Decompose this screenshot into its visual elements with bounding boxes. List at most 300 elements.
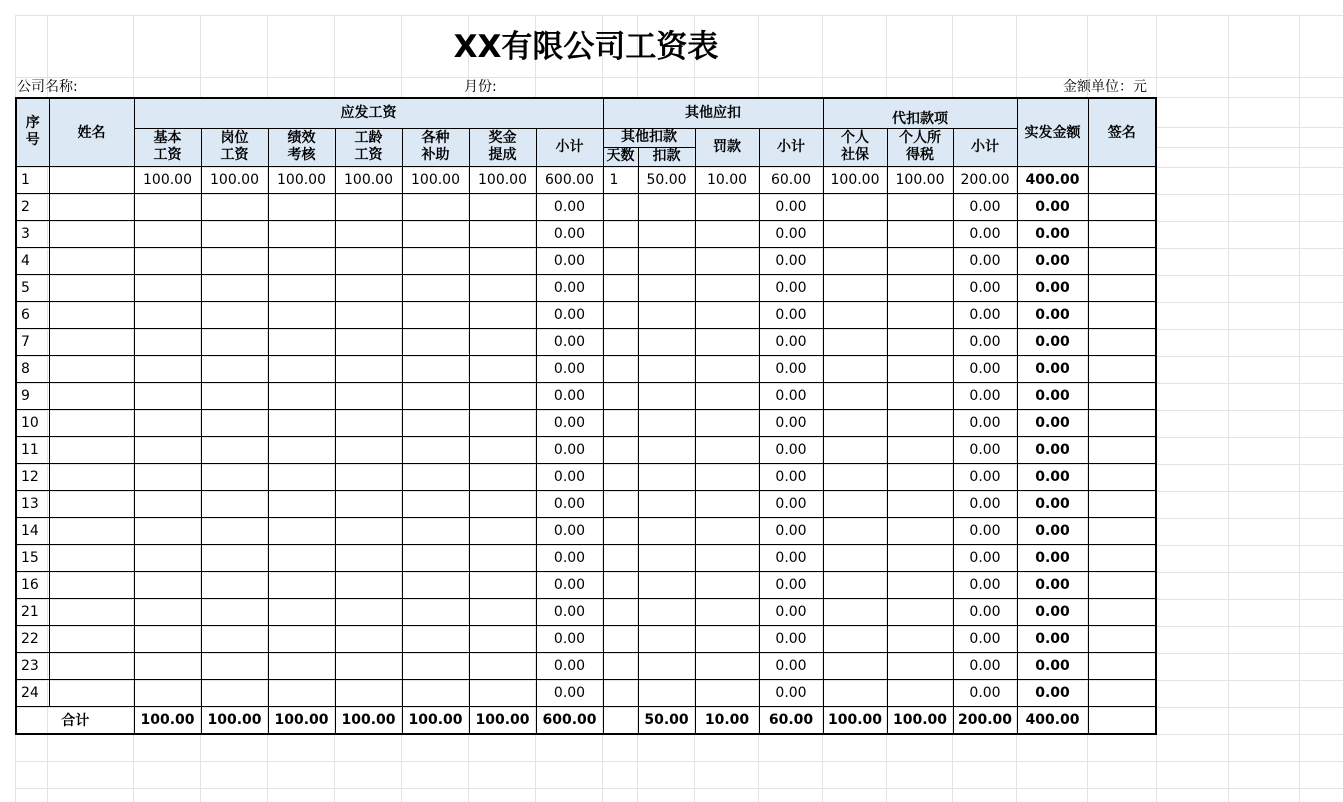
withhold-subtotal-cell[interactable]: 0.00 xyxy=(953,463,1017,490)
other-subtotal-cell[interactable]: 0.00 xyxy=(759,328,823,355)
deduct-cell[interactable] xyxy=(638,355,695,382)
net-pay-cell[interactable]: 0.00 xyxy=(1017,571,1088,598)
deduct-cell[interactable] xyxy=(638,301,695,328)
days-cell[interactable] xyxy=(603,409,638,436)
days-cell[interactable] xyxy=(603,247,638,274)
days-cell[interactable] xyxy=(603,193,638,220)
withhold-subtotal-cell[interactable]: 0.00 xyxy=(953,382,1017,409)
social-insurance-cell[interactable] xyxy=(823,625,887,652)
social-insurance-cell[interactable] xyxy=(823,652,887,679)
post-pay-cell[interactable] xyxy=(201,193,268,220)
name-cell[interactable] xyxy=(49,382,134,409)
signature-cell[interactable] xyxy=(1088,463,1156,490)
bonus-cell[interactable]: 100.00 xyxy=(469,166,536,193)
withhold-subtotal-cell[interactable]: 0.00 xyxy=(953,571,1017,598)
post-pay-cell[interactable] xyxy=(201,598,268,625)
deduct-cell[interactable] xyxy=(638,625,695,652)
base-pay-cell[interactable] xyxy=(134,544,201,571)
seq-cell[interactable]: 15 xyxy=(16,544,49,571)
withhold-subtotal-cell[interactable]: 0.00 xyxy=(953,220,1017,247)
withhold-subtotal-cell[interactable]: 0.00 xyxy=(953,301,1017,328)
seniority-pay-cell[interactable] xyxy=(335,436,402,463)
deduct-cell[interactable] xyxy=(638,544,695,571)
days-cell[interactable] xyxy=(603,436,638,463)
post-pay-cell[interactable] xyxy=(201,544,268,571)
fine-cell[interactable] xyxy=(695,652,759,679)
withhold-subtotal-cell[interactable]: 0.00 xyxy=(953,274,1017,301)
pay-subtotal-cell[interactable]: 0.00 xyxy=(536,409,603,436)
signature-cell[interactable] xyxy=(1088,625,1156,652)
base-pay-cell[interactable] xyxy=(134,652,201,679)
income-tax-cell[interactable] xyxy=(887,679,953,706)
net-pay-cell[interactable]: 0.00 xyxy=(1017,490,1088,517)
fine-cell[interactable] xyxy=(695,490,759,517)
social-insurance-cell[interactable] xyxy=(823,247,887,274)
deduct-cell[interactable] xyxy=(638,328,695,355)
total-allowance[interactable]: 100.00 xyxy=(402,706,469,734)
seniority-pay-cell[interactable]: 100.00 xyxy=(335,166,402,193)
net-pay-cell[interactable]: 0.00 xyxy=(1017,382,1088,409)
days-cell[interactable] xyxy=(603,328,638,355)
pay-subtotal-cell[interactable]: 0.00 xyxy=(536,598,603,625)
deduct-cell[interactable] xyxy=(638,382,695,409)
income-tax-cell[interactable] xyxy=(887,598,953,625)
bonus-cell[interactable] xyxy=(469,328,536,355)
base-pay-cell[interactable] xyxy=(134,355,201,382)
withhold-subtotal-cell[interactable]: 0.00 xyxy=(953,598,1017,625)
pay-subtotal-cell[interactable]: 0.00 xyxy=(536,517,603,544)
post-pay-cell[interactable] xyxy=(201,679,268,706)
other-subtotal-cell[interactable]: 0.00 xyxy=(759,274,823,301)
days-cell[interactable]: 1 xyxy=(603,166,638,193)
post-pay-cell[interactable] xyxy=(201,463,268,490)
withhold-subtotal-cell[interactable]: 0.00 xyxy=(953,355,1017,382)
total-seniority-pay[interactable]: 100.00 xyxy=(335,706,402,734)
post-pay-cell[interactable] xyxy=(201,436,268,463)
signature-cell[interactable] xyxy=(1088,652,1156,679)
other-subtotal-cell[interactable]: 0.00 xyxy=(759,598,823,625)
pay-subtotal-cell[interactable]: 0.00 xyxy=(536,328,603,355)
social-insurance-cell[interactable] xyxy=(823,598,887,625)
total-pay-subtotal[interactable]: 600.00 xyxy=(536,706,603,734)
seniority-pay-cell[interactable] xyxy=(335,463,402,490)
name-cell[interactable] xyxy=(49,490,134,517)
fine-cell[interactable]: 10.00 xyxy=(695,166,759,193)
fine-cell[interactable] xyxy=(695,598,759,625)
name-cell[interactable] xyxy=(49,166,134,193)
social-insurance-cell[interactable] xyxy=(823,193,887,220)
seniority-pay-cell[interactable] xyxy=(335,274,402,301)
allowance-cell[interactable] xyxy=(402,274,469,301)
allowance-cell[interactable] xyxy=(402,193,469,220)
fine-cell[interactable] xyxy=(695,220,759,247)
allowance-cell[interactable] xyxy=(402,625,469,652)
other-subtotal-cell[interactable]: 0.00 xyxy=(759,436,823,463)
social-insurance-cell[interactable] xyxy=(823,382,887,409)
withhold-subtotal-cell[interactable]: 0.00 xyxy=(953,409,1017,436)
income-tax-cell[interactable] xyxy=(887,544,953,571)
seniority-pay-cell[interactable] xyxy=(335,355,402,382)
signature-cell[interactable] xyxy=(1088,436,1156,463)
other-subtotal-cell[interactable]: 0.00 xyxy=(759,355,823,382)
bonus-cell[interactable] xyxy=(469,382,536,409)
days-cell[interactable] xyxy=(603,355,638,382)
allowance-cell[interactable]: 100.00 xyxy=(402,166,469,193)
total-net-pay[interactable]: 400.00 xyxy=(1017,706,1088,734)
bonus-cell[interactable] xyxy=(469,247,536,274)
post-pay-cell[interactable] xyxy=(201,301,268,328)
net-pay-cell[interactable]: 0.00 xyxy=(1017,328,1088,355)
deduct-cell[interactable] xyxy=(638,247,695,274)
deduct-cell[interactable] xyxy=(638,274,695,301)
social-insurance-cell[interactable] xyxy=(823,544,887,571)
performance-cell[interactable] xyxy=(268,409,335,436)
seniority-pay-cell[interactable] xyxy=(335,328,402,355)
signature-cell[interactable] xyxy=(1088,517,1156,544)
performance-cell[interactable] xyxy=(268,652,335,679)
income-tax-cell[interactable] xyxy=(887,274,953,301)
performance-cell[interactable] xyxy=(268,625,335,652)
seq-cell[interactable]: 3 xyxy=(16,220,49,247)
seniority-pay-cell[interactable] xyxy=(335,544,402,571)
signature-cell[interactable] xyxy=(1088,598,1156,625)
income-tax-cell[interactable] xyxy=(887,301,953,328)
name-cell[interactable] xyxy=(49,409,134,436)
total-other-subtotal[interactable]: 60.00 xyxy=(759,706,823,734)
signature-cell[interactable] xyxy=(1088,274,1156,301)
other-subtotal-cell[interactable]: 0.00 xyxy=(759,490,823,517)
fine-cell[interactable] xyxy=(695,274,759,301)
income-tax-cell[interactable] xyxy=(887,355,953,382)
net-pay-cell[interactable]: 0.00 xyxy=(1017,274,1088,301)
days-cell[interactable] xyxy=(603,382,638,409)
name-cell[interactable] xyxy=(49,220,134,247)
name-cell[interactable] xyxy=(49,571,134,598)
post-pay-cell[interactable] xyxy=(201,571,268,598)
income-tax-cell[interactable] xyxy=(887,625,953,652)
other-subtotal-cell[interactable]: 60.00 xyxy=(759,166,823,193)
seq-cell[interactable]: 4 xyxy=(16,247,49,274)
days-cell[interactable] xyxy=(603,463,638,490)
other-subtotal-cell[interactable]: 0.00 xyxy=(759,463,823,490)
seq-cell[interactable]: 16 xyxy=(16,571,49,598)
allowance-cell[interactable] xyxy=(402,220,469,247)
seniority-pay-cell[interactable] xyxy=(335,409,402,436)
income-tax-cell[interactable] xyxy=(887,193,953,220)
allowance-cell[interactable] xyxy=(402,544,469,571)
base-pay-cell[interactable] xyxy=(134,220,201,247)
base-pay-cell[interactable] xyxy=(134,382,201,409)
name-cell[interactable] xyxy=(49,652,134,679)
performance-cell[interactable] xyxy=(268,247,335,274)
total-social-insurance[interactable]: 100.00 xyxy=(823,706,887,734)
deduct-cell[interactable] xyxy=(638,517,695,544)
name-cell[interactable] xyxy=(49,679,134,706)
base-pay-cell[interactable]: 100.00 xyxy=(134,166,201,193)
pay-subtotal-cell[interactable]: 0.00 xyxy=(536,652,603,679)
total-base-pay[interactable]: 100.00 xyxy=(134,706,201,734)
pay-subtotal-cell[interactable]: 0.00 xyxy=(536,679,603,706)
deduct-cell[interactable] xyxy=(638,409,695,436)
base-pay-cell[interactable] xyxy=(134,193,201,220)
post-pay-cell[interactable] xyxy=(201,355,268,382)
net-pay-cell[interactable]: 0.00 xyxy=(1017,301,1088,328)
net-pay-cell[interactable]: 0.00 xyxy=(1017,679,1088,706)
bonus-cell[interactable] xyxy=(469,301,536,328)
seq-cell[interactable]: 7 xyxy=(16,328,49,355)
pay-subtotal-cell[interactable]: 0.00 xyxy=(536,193,603,220)
other-subtotal-cell[interactable]: 0.00 xyxy=(759,247,823,274)
pay-subtotal-cell[interactable]: 0.00 xyxy=(536,247,603,274)
social-insurance-cell[interactable] xyxy=(823,679,887,706)
other-subtotal-cell[interactable]: 0.00 xyxy=(759,652,823,679)
bonus-cell[interactable] xyxy=(469,193,536,220)
allowance-cell[interactable] xyxy=(402,247,469,274)
performance-cell[interactable] xyxy=(268,571,335,598)
base-pay-cell[interactable] xyxy=(134,463,201,490)
seq-cell[interactable]: 23 xyxy=(16,652,49,679)
withhold-subtotal-cell[interactable]: 0.00 xyxy=(953,652,1017,679)
income-tax-cell[interactable] xyxy=(887,463,953,490)
base-pay-cell[interactable] xyxy=(134,409,201,436)
seq-cell[interactable]: 2 xyxy=(16,193,49,220)
performance-cell[interactable] xyxy=(268,328,335,355)
bonus-cell[interactable] xyxy=(469,517,536,544)
name-cell[interactable] xyxy=(49,463,134,490)
days-cell[interactable] xyxy=(603,652,638,679)
other-subtotal-cell[interactable]: 0.00 xyxy=(759,193,823,220)
name-cell[interactable] xyxy=(49,598,134,625)
name-cell[interactable] xyxy=(49,301,134,328)
fine-cell[interactable] xyxy=(695,571,759,598)
post-pay-cell[interactable] xyxy=(201,328,268,355)
income-tax-cell[interactable]: 100.00 xyxy=(887,166,953,193)
post-pay-cell[interactable] xyxy=(201,517,268,544)
allowance-cell[interactable] xyxy=(402,436,469,463)
net-pay-cell[interactable]: 0.00 xyxy=(1017,625,1088,652)
withhold-subtotal-cell[interactable]: 0.00 xyxy=(953,625,1017,652)
allowance-cell[interactable] xyxy=(402,571,469,598)
base-pay-cell[interactable] xyxy=(134,571,201,598)
income-tax-cell[interactable] xyxy=(887,328,953,355)
other-subtotal-cell[interactable]: 0.00 xyxy=(759,301,823,328)
total-income-tax[interactable]: 100.00 xyxy=(887,706,953,734)
income-tax-cell[interactable] xyxy=(887,247,953,274)
total-signature[interactable] xyxy=(1088,706,1156,734)
performance-cell[interactable] xyxy=(268,301,335,328)
pay-subtotal-cell[interactable]: 0.00 xyxy=(536,274,603,301)
total-fine[interactable]: 10.00 xyxy=(695,706,759,734)
base-pay-cell[interactable] xyxy=(134,679,201,706)
pay-subtotal-cell[interactable]: 0.00 xyxy=(536,436,603,463)
withhold-subtotal-cell[interactable]: 0.00 xyxy=(953,544,1017,571)
pay-subtotal-cell[interactable]: 0.00 xyxy=(536,301,603,328)
post-pay-cell[interactable] xyxy=(201,625,268,652)
signature-cell[interactable] xyxy=(1088,355,1156,382)
base-pay-cell[interactable] xyxy=(134,625,201,652)
total-bonus[interactable]: 100.00 xyxy=(469,706,536,734)
social-insurance-cell[interactable] xyxy=(823,463,887,490)
name-cell[interactable] xyxy=(49,625,134,652)
pay-subtotal-cell[interactable]: 0.00 xyxy=(536,544,603,571)
performance-cell[interactable]: 100.00 xyxy=(268,166,335,193)
post-pay-cell[interactable] xyxy=(201,274,268,301)
allowance-cell[interactable] xyxy=(402,652,469,679)
signature-cell[interactable] xyxy=(1088,328,1156,355)
income-tax-cell[interactable] xyxy=(887,220,953,247)
withhold-subtotal-cell[interactable]: 0.00 xyxy=(953,328,1017,355)
signature-cell[interactable] xyxy=(1088,490,1156,517)
name-cell[interactable] xyxy=(49,193,134,220)
net-pay-cell[interactable]: 0.00 xyxy=(1017,220,1088,247)
pay-subtotal-cell[interactable]: 0.00 xyxy=(536,571,603,598)
deduct-cell[interactable]: 50.00 xyxy=(638,166,695,193)
days-cell[interactable] xyxy=(603,220,638,247)
bonus-cell[interactable] xyxy=(469,544,536,571)
days-cell[interactable] xyxy=(603,274,638,301)
seq-cell[interactable]: 5 xyxy=(16,274,49,301)
signature-cell[interactable] xyxy=(1088,382,1156,409)
seq-cell[interactable]: 11 xyxy=(16,436,49,463)
bonus-cell[interactable] xyxy=(469,571,536,598)
name-cell[interactable] xyxy=(49,544,134,571)
social-insurance-cell[interactable] xyxy=(823,301,887,328)
social-insurance-cell[interactable] xyxy=(823,409,887,436)
signature-cell[interactable] xyxy=(1088,409,1156,436)
name-cell[interactable] xyxy=(49,247,134,274)
performance-cell[interactable] xyxy=(268,355,335,382)
allowance-cell[interactable] xyxy=(402,301,469,328)
fine-cell[interactable] xyxy=(695,679,759,706)
total-days[interactable] xyxy=(603,706,638,734)
bonus-cell[interactable] xyxy=(469,463,536,490)
seq-cell[interactable]: 12 xyxy=(16,463,49,490)
performance-cell[interactable] xyxy=(268,679,335,706)
seniority-pay-cell[interactable] xyxy=(335,679,402,706)
seniority-pay-cell[interactable] xyxy=(335,652,402,679)
base-pay-cell[interactable] xyxy=(134,247,201,274)
signature-cell[interactable] xyxy=(1088,247,1156,274)
name-cell[interactable] xyxy=(49,328,134,355)
total-deduct[interactable]: 50.00 xyxy=(638,706,695,734)
total-post-pay[interactable]: 100.00 xyxy=(201,706,268,734)
post-pay-cell[interactable]: 100.00 xyxy=(201,166,268,193)
base-pay-cell[interactable] xyxy=(134,301,201,328)
post-pay-cell[interactable] xyxy=(201,382,268,409)
deduct-cell[interactable] xyxy=(638,679,695,706)
signature-cell[interactable] xyxy=(1088,571,1156,598)
base-pay-cell[interactable] xyxy=(134,517,201,544)
pay-subtotal-cell[interactable]: 0.00 xyxy=(536,220,603,247)
signature-cell[interactable] xyxy=(1088,166,1156,193)
allowance-cell[interactable] xyxy=(402,355,469,382)
net-pay-cell[interactable]: 0.00 xyxy=(1017,598,1088,625)
income-tax-cell[interactable] xyxy=(887,517,953,544)
base-pay-cell[interactable] xyxy=(134,598,201,625)
seq-cell[interactable]: 1 xyxy=(16,166,49,193)
allowance-cell[interactable] xyxy=(402,463,469,490)
social-insurance-cell[interactable] xyxy=(823,328,887,355)
income-tax-cell[interactable] xyxy=(887,382,953,409)
bonus-cell[interactable] xyxy=(469,652,536,679)
seniority-pay-cell[interactable] xyxy=(335,247,402,274)
bonus-cell[interactable] xyxy=(469,436,536,463)
income-tax-cell[interactable] xyxy=(887,490,953,517)
pay-subtotal-cell[interactable]: 600.00 xyxy=(536,166,603,193)
signature-cell[interactable] xyxy=(1088,544,1156,571)
signature-cell[interactable] xyxy=(1088,679,1156,706)
days-cell[interactable] xyxy=(603,598,638,625)
performance-cell[interactable] xyxy=(268,544,335,571)
fine-cell[interactable] xyxy=(695,301,759,328)
deduct-cell[interactable] xyxy=(638,652,695,679)
fine-cell[interactable] xyxy=(695,247,759,274)
post-pay-cell[interactable] xyxy=(201,490,268,517)
performance-cell[interactable] xyxy=(268,436,335,463)
deduct-cell[interactable] xyxy=(638,436,695,463)
other-subtotal-cell[interactable]: 0.00 xyxy=(759,220,823,247)
seq-cell[interactable]: 24 xyxy=(16,679,49,706)
net-pay-cell[interactable]: 0.00 xyxy=(1017,193,1088,220)
base-pay-cell[interactable] xyxy=(134,490,201,517)
post-pay-cell[interactable] xyxy=(201,247,268,274)
allowance-cell[interactable] xyxy=(402,409,469,436)
other-subtotal-cell[interactable]: 0.00 xyxy=(759,571,823,598)
days-cell[interactable] xyxy=(603,517,638,544)
signature-cell[interactable] xyxy=(1088,301,1156,328)
net-pay-cell[interactable]: 0.00 xyxy=(1017,652,1088,679)
allowance-cell[interactable] xyxy=(402,328,469,355)
pay-subtotal-cell[interactable]: 0.00 xyxy=(536,382,603,409)
income-tax-cell[interactable] xyxy=(887,571,953,598)
social-insurance-cell[interactable]: 100.00 xyxy=(823,166,887,193)
other-subtotal-cell[interactable]: 0.00 xyxy=(759,544,823,571)
net-pay-cell[interactable]: 0.00 xyxy=(1017,517,1088,544)
other-subtotal-cell[interactable]: 0.00 xyxy=(759,382,823,409)
net-pay-cell[interactable]: 400.00 xyxy=(1017,166,1088,193)
allowance-cell[interactable] xyxy=(402,517,469,544)
deduct-cell[interactable] xyxy=(638,598,695,625)
seniority-pay-cell[interactable] xyxy=(335,220,402,247)
seniority-pay-cell[interactable] xyxy=(335,490,402,517)
net-pay-cell[interactable]: 0.00 xyxy=(1017,544,1088,571)
social-insurance-cell[interactable] xyxy=(823,274,887,301)
withhold-subtotal-cell[interactable]: 0.00 xyxy=(953,193,1017,220)
total-performance[interactable]: 100.00 xyxy=(268,706,335,734)
name-cell[interactable] xyxy=(49,436,134,463)
days-cell[interactable] xyxy=(603,679,638,706)
withhold-subtotal-cell[interactable]: 0.00 xyxy=(953,679,1017,706)
seniority-pay-cell[interactable] xyxy=(335,382,402,409)
fine-cell[interactable] xyxy=(695,193,759,220)
fine-cell[interactable] xyxy=(695,328,759,355)
performance-cell[interactable] xyxy=(268,382,335,409)
pay-subtotal-cell[interactable]: 0.00 xyxy=(536,463,603,490)
allowance-cell[interactable] xyxy=(402,490,469,517)
bonus-cell[interactable] xyxy=(469,274,536,301)
post-pay-cell[interactable] xyxy=(201,409,268,436)
fine-cell[interactable] xyxy=(695,544,759,571)
seq-cell[interactable]: 22 xyxy=(16,625,49,652)
pay-subtotal-cell[interactable]: 0.00 xyxy=(536,490,603,517)
seq-cell[interactable]: 14 xyxy=(16,517,49,544)
bonus-cell[interactable] xyxy=(469,679,536,706)
other-subtotal-cell[interactable]: 0.00 xyxy=(759,409,823,436)
deduct-cell[interactable] xyxy=(638,193,695,220)
social-insurance-cell[interactable] xyxy=(823,490,887,517)
income-tax-cell[interactable] xyxy=(887,652,953,679)
withhold-subtotal-cell[interactable]: 0.00 xyxy=(953,436,1017,463)
